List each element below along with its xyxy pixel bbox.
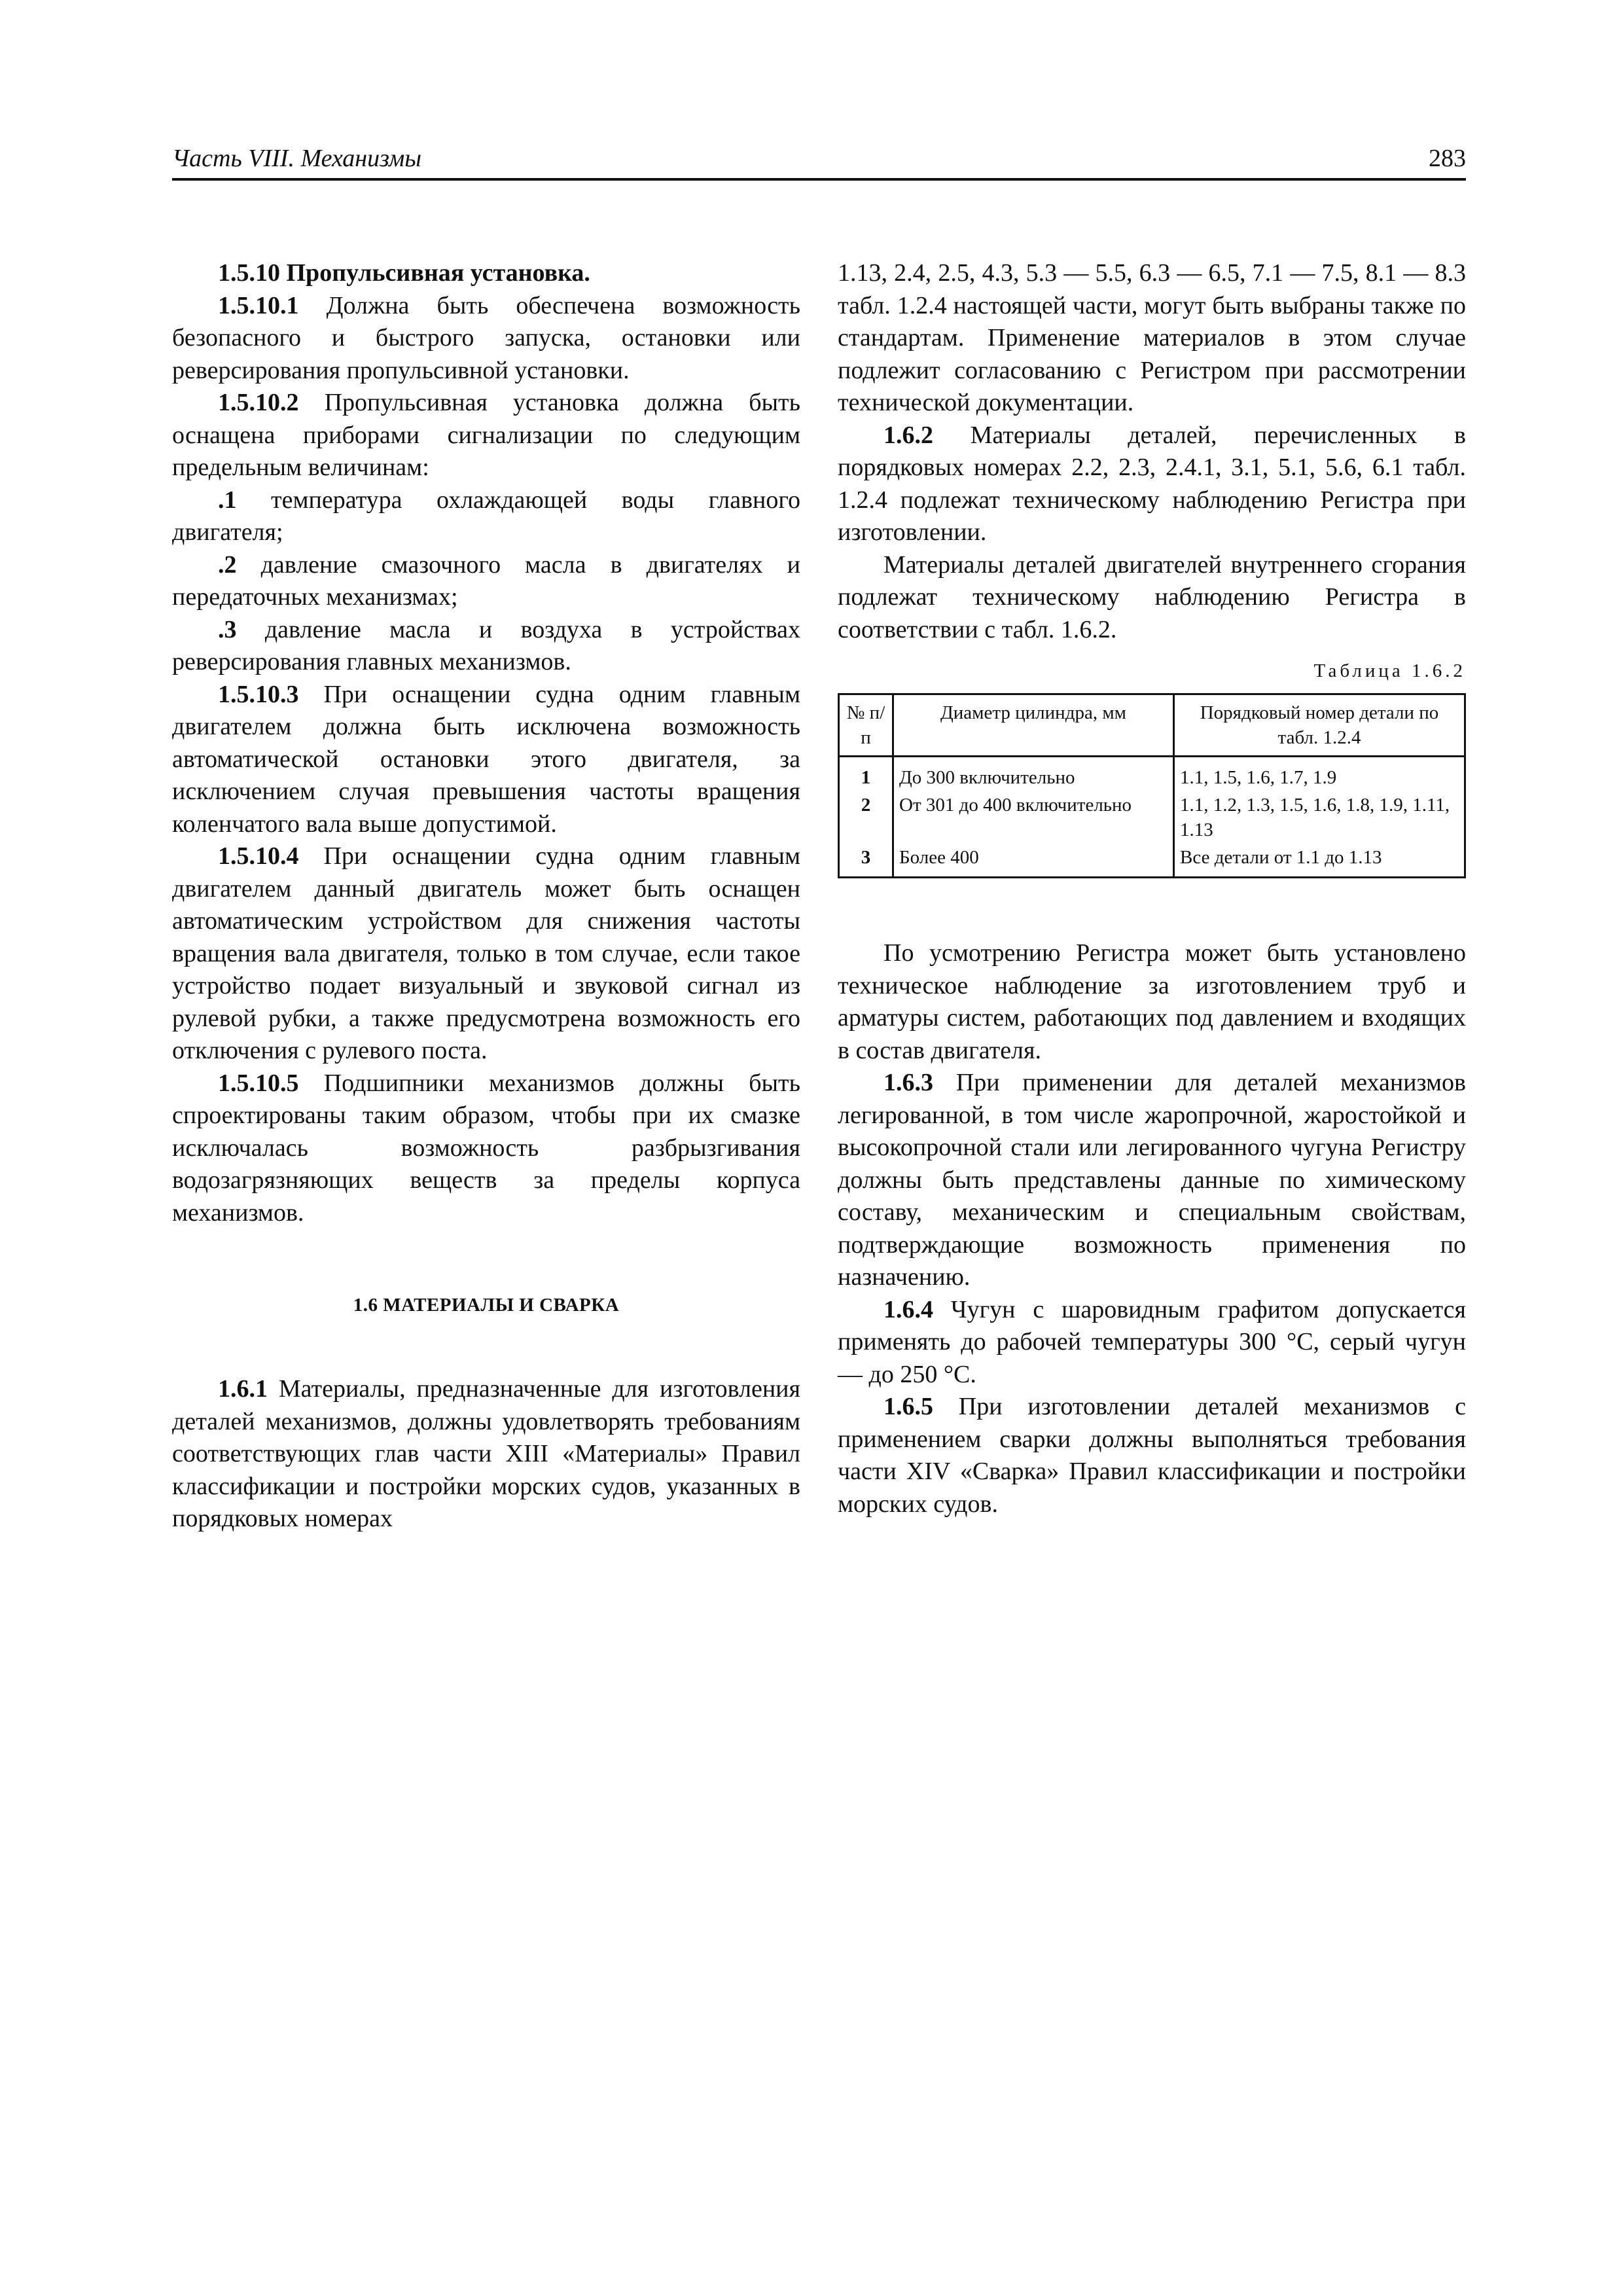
paragraph-1-5-10-2 bbox=[172, 387, 800, 484]
paragraph-text: Чугун с шаровидным графитом допускается применять до рабочей температуры 300 °С, серый чугун — до 250 °С. bbox=[838, 1295, 1466, 1388]
paragraph-text: При оснащении судна одним главным двигателем должна быть исключена возможность автоматической остановки этого двигателя, за исключением случая превышения частоты вращения коленчатого вала выше допустимой. bbox=[172, 680, 800, 838]
table-cell: Более 400 bbox=[893, 844, 1174, 878]
paragraph-text: При применении для деталей механизмов легированной, в том числе жаропрочной, жаростойкой и высокопрочной стали или легированного чугуна Регистру должны быть представлены данные по химическому составу, механическим и специальным свойствам, подтверждающие возможность применения по назначению. bbox=[838, 1069, 1466, 1291]
item-number: .1 bbox=[218, 486, 237, 514]
clause-number: 1.6.3 bbox=[883, 1069, 933, 1096]
clause-number: 1.5.10.3 bbox=[218, 680, 299, 708]
table-row bbox=[839, 791, 1465, 844]
paragraph-text: Материалы деталей, перечисленных в порядковых номерах 2.2, 2.3, 2.4.1, 3.1, 5.1, 5.6, 6.1 табл. 1.2.4 подлежат техническому наблюдению Регистра при изготовлении. bbox=[838, 421, 1466, 546]
heading-1-5-10: 1.5.10 Пропульсивная установка. bbox=[218, 259, 590, 287]
table-caption: Таблица 1.6.2 bbox=[1313, 660, 1466, 681]
table-header-row bbox=[839, 694, 1465, 757]
header-title: Часть VIII. Механизмы bbox=[172, 145, 422, 172]
paragraph-1-5-10-3 bbox=[172, 679, 800, 841]
paragraph-engine-materials: Материалы деталей двигателей внутреннего сгорания подлежат техническому наблюдению Регистра в соответствии с табл. 1.6.2. bbox=[838, 550, 1466, 643]
list-item-3 bbox=[172, 614, 800, 679]
paragraph-text: Должна быть обеспечена возможность безопасного и быстрого запуска, остановки или реверсирования пропульсивной установки. bbox=[172, 291, 800, 384]
table-row bbox=[839, 757, 1465, 792]
clause-number: 1.6.5 bbox=[883, 1393, 933, 1420]
table-cell: 3 bbox=[839, 844, 893, 878]
column-header-part-number: Порядковый номер детали по табл. 1.2.4 bbox=[1174, 694, 1465, 757]
clause-number: 1.6.4 bbox=[883, 1295, 933, 1323]
list-item-1 bbox=[172, 484, 800, 549]
paragraph-text: При оснащении судна одним главным двигателем данный двигатель может быть оснащен автоматическим устройством для снижения частоты вращения вала двигателя, только в том случае, если такое устройство подает визуальный и звуковой сигнал из рулевой рубки, а также предусмотрена возможность его отключения с рулевого поста. bbox=[172, 842, 800, 1064]
right-column bbox=[838, 257, 1466, 1520]
clause-number: 1.6.2 bbox=[883, 421, 933, 449]
table-cell: 1.1, 1.2, 1.3, 1.5, 1.6, 1.8, 1.9, 1.11, 1.13 bbox=[1174, 791, 1465, 844]
page-number: 283 bbox=[1429, 145, 1466, 172]
table-cell: Все детали от 1.1 до 1.13 bbox=[1174, 844, 1465, 878]
paragraph-1-5-10-1 bbox=[172, 290, 800, 387]
paragraph-pipe-supervision: По усмотрению Регистра может быть установлено техническое наблюдение за изготовлением труб и арматуры систем, работающих под давлением и входящих в состав двигателя. bbox=[838, 939, 1466, 1064]
paragraph-text: Материалы, предназначенные для изготовления деталей механизмов, должны удовлетворять требованиям соответствующих глав части XIII «Материалы» Правил классификации и постройки морских судов, указанных в порядковых номерах bbox=[172, 1375, 800, 1532]
column-header-number: № п/п bbox=[839, 694, 893, 757]
paragraph-text: Подшипники механизмов должны быть спроектированы таким образом, чтобы при их смазке исключалась возможность разбрызгивания водозагрязняющих веществ за пределы корпуса механизмов. bbox=[172, 1069, 800, 1227]
item-number: .3 bbox=[218, 615, 237, 643]
item-text: давление смазочного масла в двигателях и передаточных механизмах; bbox=[172, 550, 800, 611]
paragraph-1-6-1 bbox=[172, 1373, 800, 1535]
item-text: температура охлаждающей воды главного двигателя; bbox=[172, 486, 800, 546]
table-cell: 1.1, 1.5, 1.6, 1.7, 1.9 bbox=[1174, 757, 1465, 792]
paragraph-1-6-2 bbox=[838, 420, 1466, 549]
paragraph-text: При изготовлении деталей механизмов с применением сварки должны выполняться требования части XIV «Сварка» Правил классификации и постройки морских судов. bbox=[838, 1393, 1466, 1518]
clause-number: 1.5.10.1 bbox=[218, 291, 299, 319]
table-cell: От 301 до 400 включительно bbox=[893, 791, 1174, 844]
table-cell: 1 bbox=[839, 757, 893, 792]
table-1-6-2 bbox=[838, 693, 1466, 878]
clause-number: 1.5.10.5 bbox=[218, 1069, 299, 1097]
running-header bbox=[172, 143, 1466, 179]
item-number: .2 bbox=[218, 550, 237, 579]
table-row bbox=[839, 844, 1465, 878]
paragraph-1-6-4 bbox=[838, 1294, 1466, 1391]
column-header-diameter: Диаметр цилиндра, мм bbox=[893, 694, 1174, 757]
clause-number: 1.6.1 bbox=[218, 1375, 268, 1403]
section-title-1-6: 1.6 МАТЕРИАЛЫ И СВАРКА bbox=[353, 1295, 620, 1316]
paragraph-1-6-1-continued: 1.13, 2.4, 2.5, 4.3, 5.3 — 5.5, 6.3 — 6.5, 7.1 — 7.5, 8.1 — 8.3 табл. 1.2.4 настоящей части, могут быть выбраны также по стандартам. Применение материалов в этом случае подлежит согласованию с Регистром при рассмотрении технической документации. bbox=[838, 259, 1466, 416]
paragraph-text: Пропульсивная установка должна быть оснащена приборами сигнализации по следующим предельным величинам: bbox=[172, 389, 800, 481]
clause-number: 1.5.10.4 bbox=[218, 842, 299, 870]
header-rule bbox=[172, 178, 1466, 181]
left-column bbox=[172, 257, 800, 1535]
paragraph-1-6-3 bbox=[838, 1067, 1466, 1294]
item-text: давление масла и воздуха в устройствах реверсирования главных механизмов. bbox=[172, 615, 800, 675]
list-item-2 bbox=[172, 549, 800, 614]
paragraph-1-6-5 bbox=[838, 1391, 1466, 1520]
paragraph-1-5-10-4 bbox=[172, 840, 800, 1067]
table-cell: До 300 включительно bbox=[893, 757, 1174, 792]
table-cell: 2 bbox=[839, 791, 893, 844]
paragraph-1-5-10-5 bbox=[172, 1067, 800, 1230]
clause-number: 1.5.10.2 bbox=[218, 389, 299, 416]
